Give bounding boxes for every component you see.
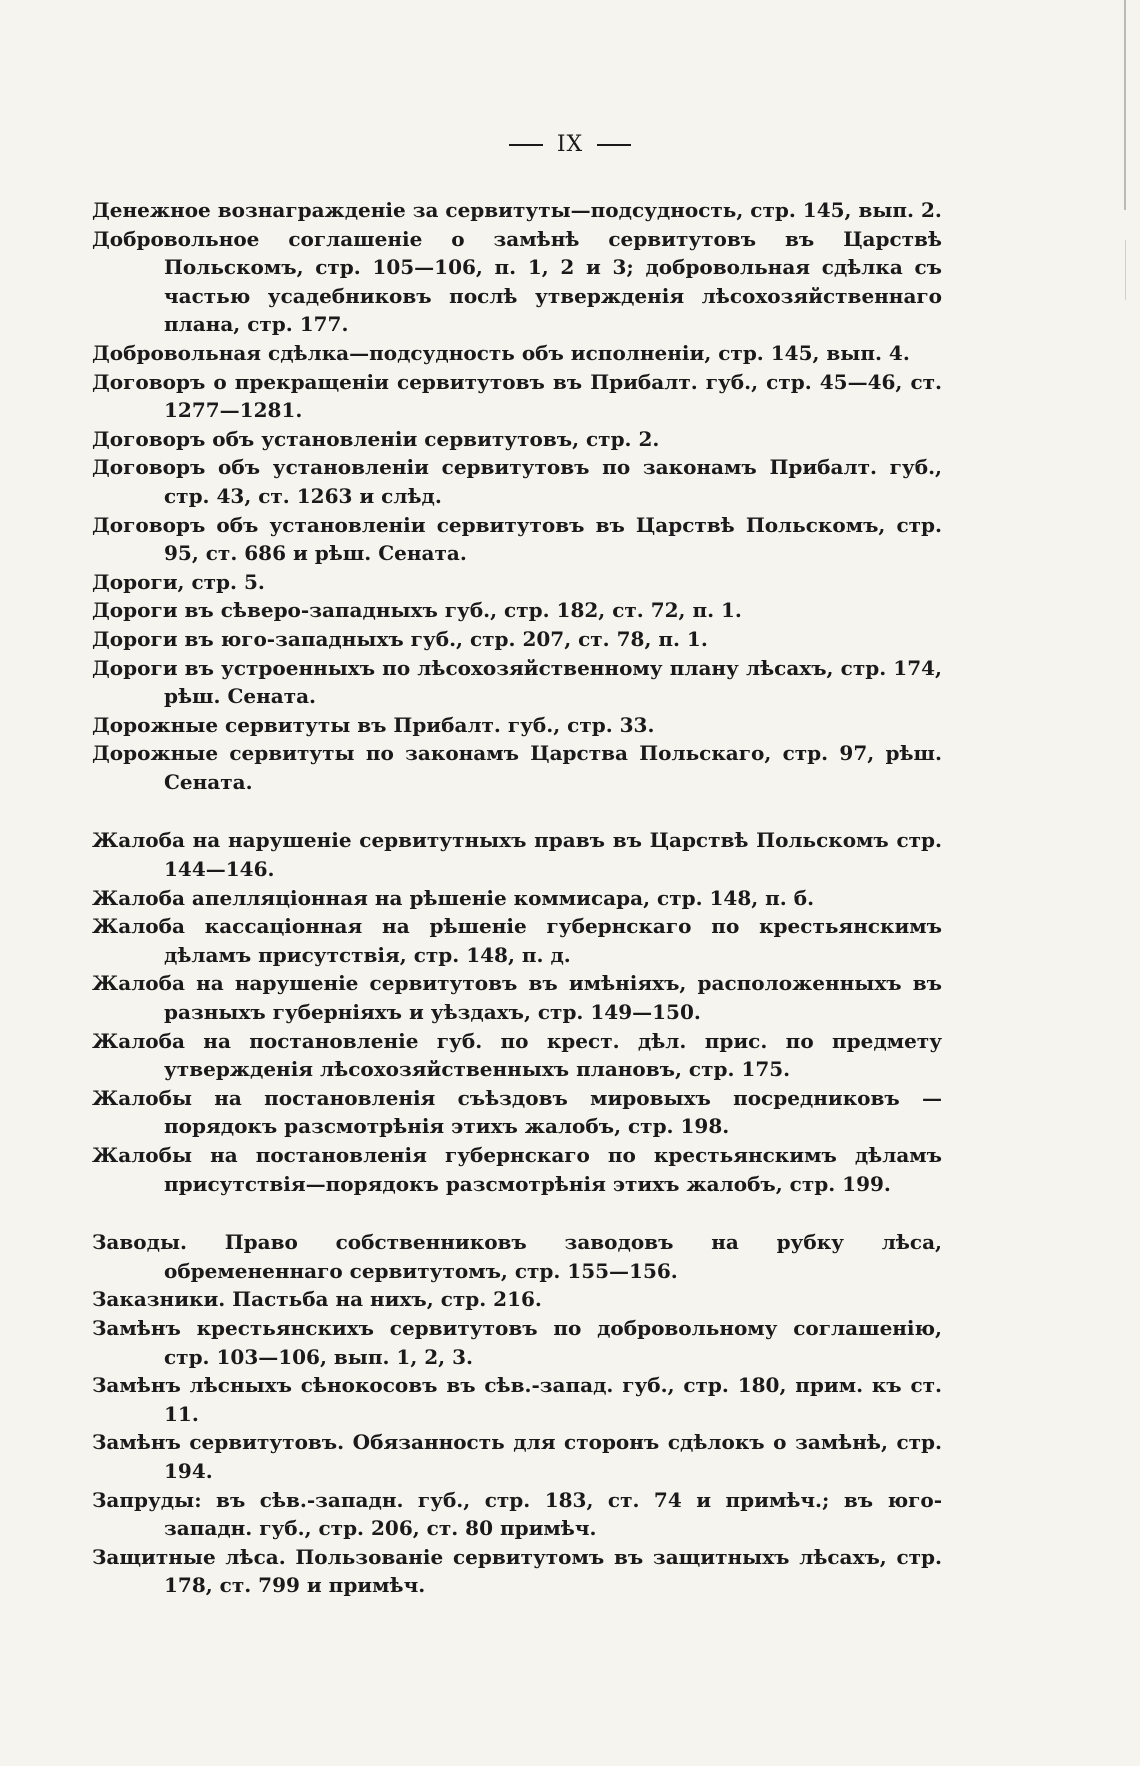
index-entry: Запруды: въ сѣв.-западн. губ., стр. 183, ст. 74 и примѣч.; въ юго-западн. губ., стр. 206, ст. 80 примѣч. (92, 1487, 942, 1541)
page-number: IX (556, 132, 584, 157)
index-entry: Дорожные сервитуты по законамъ Царства Польскаго, стр. 97, рѣш. Сената. (92, 741, 942, 794)
index-entry: Договоръ объ установленіи сервитутовъ, стр. 2. (92, 426, 660, 451)
index-entry: Заводы. Право собственниковъ заводовъ на рубку лѣса, обремененнаго сервитутомъ, стр. 155—156. (92, 1230, 942, 1283)
index-entry: Дорожные сервитуты въ Прибалт. губ., стр. 33. (92, 712, 655, 737)
header-dash-left (509, 144, 543, 146)
index-entry: Замѣнъ сервитутовъ. Обязанность для сторонъ сдѣлокъ о замѣнѣ, стр. 194. (92, 1430, 942, 1483)
index-entry: Дороги въ юго-западныхъ губ., стр. 207, ст. 78, п. 1. (92, 626, 708, 651)
header-dash-right (597, 144, 631, 146)
index-entry: Жалобы на постановленія губернскаго по крестьянскимъ дѣламъ присутствія—порядокъ разсмотрѣнія этихъ жалобъ, стр. 199. (92, 1143, 942, 1196)
index-entry: Договоръ о прекращеніи сервитутовъ въ Прибалт. губ., стр. 45—46, ст. 1277—1281. (92, 369, 942, 423)
index-entry: Жалобы на постановленія съѣздовъ мировыхъ посредниковъ — порядокъ разсмотрѣнія этихъ жалобъ, стр. 198. (92, 1085, 942, 1139)
index-entry: Жалоба на нарушеніе сервитутовъ въ имѣніяхъ, расположенныхъ въ разныхъ губерніяхъ и уѣздахъ, стр. 149—150. (92, 971, 942, 1025)
index-entry: Договоръ объ установленіи сервитутовъ по законамъ Прибалт. губ., стр. 43, ст. 1263 и слѣд. (92, 455, 942, 508)
index-entry: Дороги, стр. 5. (92, 569, 265, 594)
index-entry: Жалоба на постановленіе губ. по крест. дѣл. прис. по предмету утвержденія лѣсохозяйственныхъ плановъ, стр. 175. (92, 1028, 942, 1082)
index-entry: Заказники. Пастьба на нихъ, стр. 216. (92, 1287, 542, 1312)
index-content (92, 196, 942, 1600)
index-entry: Дороги въ устроенныхъ по лѣсохозяйственному плану лѣсахъ, стр. 174, рѣш. Сената. (92, 655, 942, 709)
index-entry: Договоръ объ установленіи сервитутовъ въ Царствѣ Польскомъ, стр. 95, ст. 686 и рѣш. Сената. (92, 512, 942, 566)
index-section-zh (92, 826, 942, 1198)
index-entry: Жалоба на нарушеніе сервитутныхъ правъ въ Царствѣ Польскомъ стр. 144—146. (92, 828, 942, 882)
index-entry: Жалоба апелляціонная на рѣшеніе коммисара, стр. 148, п. б. (92, 885, 815, 910)
index-entry: Жалоба кассаціонная на рѣшеніе губернскаго по крестьянскимъ дѣламъ присутствія, стр. 148, п. д. (92, 914, 942, 967)
page-header (0, 132, 1140, 157)
index-entry: Добровольное соглашеніе о замѣнѣ сервитутовъ въ Царствѣ Польскомъ, стр. 105—106, п. 1, 2 и 3; добровольная сдѣлка съ частью усадебниковъ послѣ утвержденія лѣсохозяйственнаго плана, стр. 177. (92, 226, 942, 337)
page-edge-shadow (1124, 0, 1126, 210)
index-section-d (92, 196, 942, 796)
page-edge-shadow-lower (1125, 240, 1126, 300)
index-entry: Денежное вознагражденіе за сервитуты—подсудность, стр. 145, вып. 2. (92, 198, 942, 222)
index-entry: Защитные лѣса. Пользованіе сервитутомъ въ защитныхъ лѣсахъ, стр. 178, ст. 799 и примѣч. (92, 1544, 942, 1598)
index-section-z (92, 1228, 942, 1600)
index-entry: Замѣнъ крестьянскихъ сервитутовъ по добровольному соглашенію, стр. 103—106, вып. 1, 2, 3. (92, 1315, 942, 1369)
index-entry: Добровольная сдѣлка—подсудность объ исполненіи, стр. 145, вып. 4. (92, 340, 910, 365)
index-entry: Дороги въ сѣверо-западныхъ губ., стр. 182, ст. 72, п. 1. (92, 598, 742, 623)
index-entry: Замѣнъ лѣсныхъ сѣнокосовъ въ сѣв.-запад. губ., стр. 180, прим. къ ст. 11. (92, 1373, 942, 1426)
